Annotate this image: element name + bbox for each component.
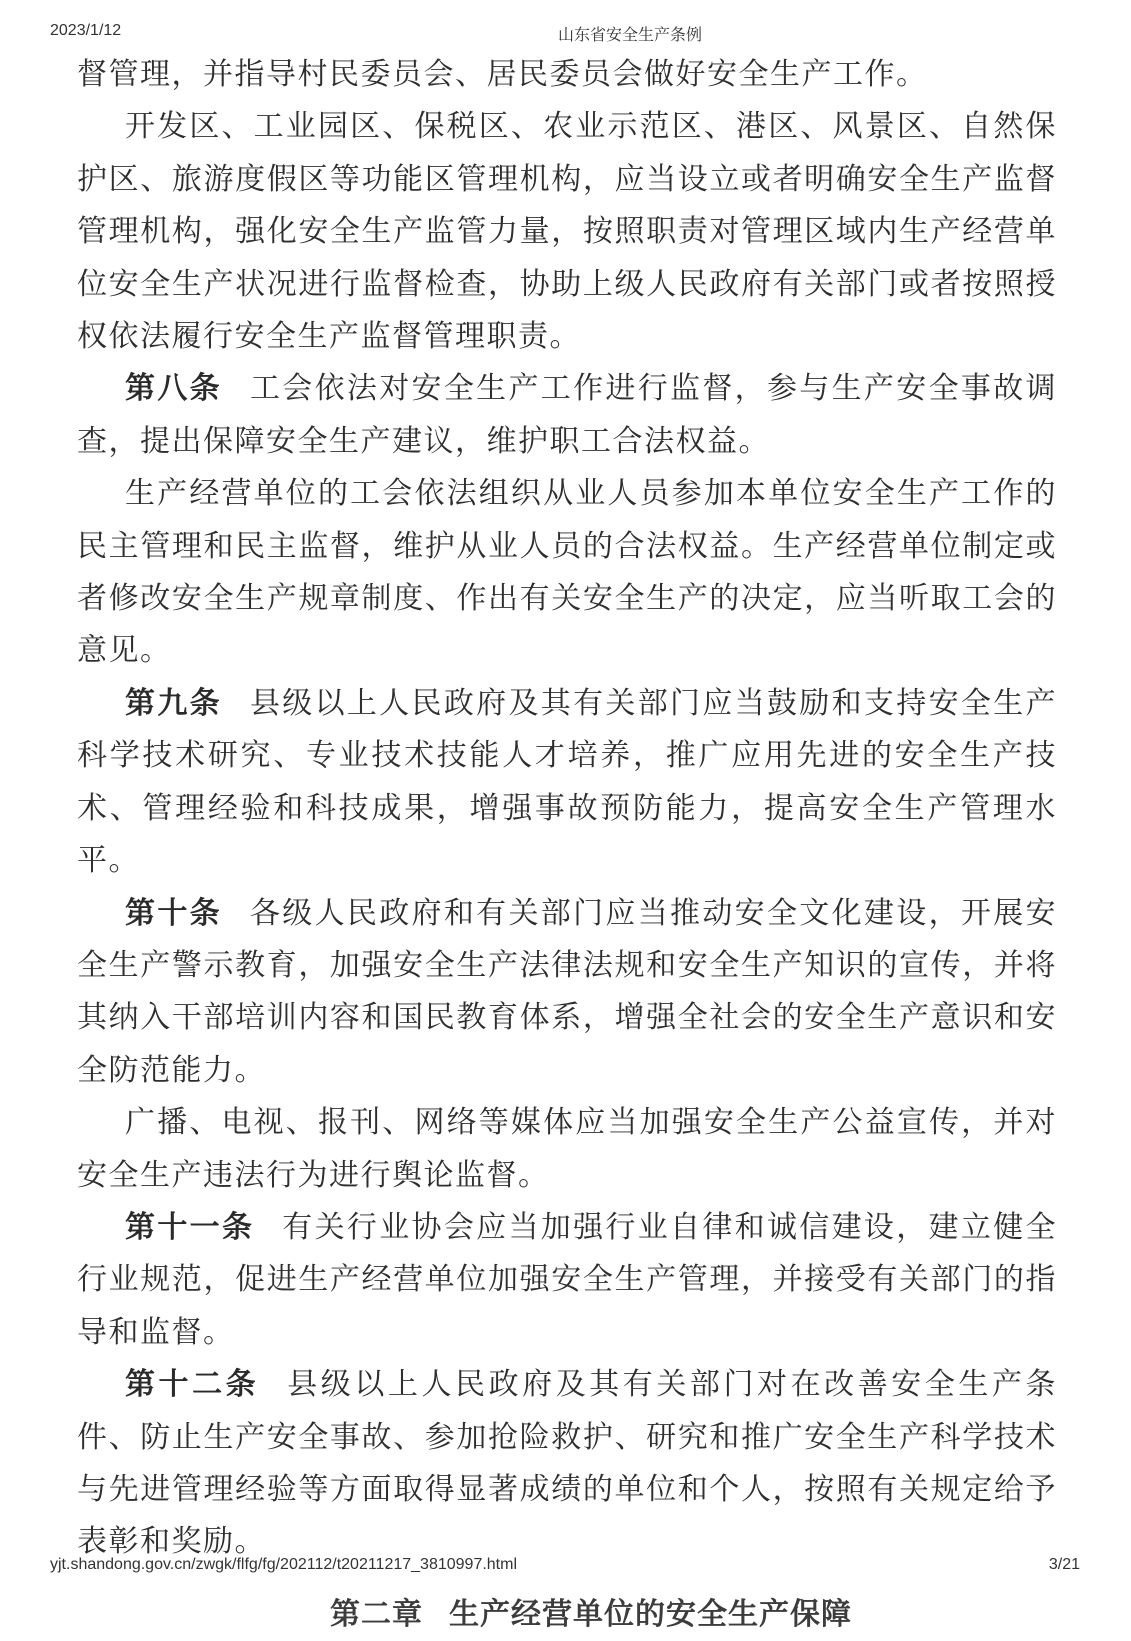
body-paragraph bbox=[77, 363, 1057, 468]
paragraph-text: 督管理，并指导村民委员会、居民委员会做好安全生产工作。 bbox=[77, 58, 928, 91]
body-paragraph bbox=[77, 49, 1057, 101]
header-date: 2023/1/12 bbox=[50, 22, 122, 39]
body-paragraph bbox=[77, 1202, 1057, 1359]
footer-page-indicator: 3/21 bbox=[1048, 1556, 1080, 1573]
body-paragraph bbox=[77, 101, 1057, 363]
article-number: 第十一条 bbox=[125, 1210, 255, 1244]
paragraph-text: 广播、电视、报刊、网络等媒体应当加强安全生产公益宣传，并对安全生产违法行为进行舆论监督。 bbox=[77, 1106, 1057, 1192]
print-footer bbox=[50, 1556, 1080, 1574]
article-number: 第九条 bbox=[125, 686, 222, 720]
chapter-number: 第二章 bbox=[330, 1597, 423, 1631]
paragraph-text: 工会依法对安全生产工作进行监督，参与生产安全事故调查，提出保障安全生产建议，维护职工合法权益。 bbox=[77, 372, 1058, 458]
print-header bbox=[50, 22, 1080, 42]
body-paragraph bbox=[77, 1097, 1057, 1202]
header-document-title: 山东省安全生产条例 bbox=[558, 27, 703, 44]
footer-url: yjt.shandong.gov.cn/zwgk/flfg/fg/202112/t20211217_3810997.html bbox=[50, 1556, 518, 1573]
paragraph-text: 县级以上人民政府及其有关部门应当鼓励和支持安全生产科学技术研究、专业技术技能人才培养，推广应用先进的安全生产技术、管理经验和科技成果，增强事故预防能力，提高安全生产管理水平。 bbox=[77, 686, 1058, 878]
body-paragraph bbox=[77, 678, 1057, 888]
document-body bbox=[77, 49, 1057, 1641]
paragraph-text: 有关行业协会应当加强行业自律和诚信建设，建立健全行业规范，促进生产经营单位加强安全生产管理，并接受有关部门的指导和监督。 bbox=[77, 1210, 1058, 1349]
paragraph-text: 开发区、工业园区、保税区、农业示范区、港区、风景区、自然保护区、旅游度假区等功能区管理机构，应当设立或者明确安全生产监督管理机构，强化安全生产监管力量，按照职责对管理区域内生产经营单位安全生产状况进行监督检查，协助上级人民政府有关部门或者按照授权依法履行安全生产监督管理职责。 bbox=[77, 110, 1057, 354]
body-paragraph bbox=[77, 888, 1057, 1098]
article-number: 第八条 bbox=[125, 372, 222, 406]
chapter-heading bbox=[77, 1589, 1057, 1641]
paragraph-text: 县级以上人民政府及其有关部门对在改善安全生产条件、防止生产安全事故、参加抢险救护、研究和推广安全生产科学技术与先进管理经验等方面取得显著成绩的单位和个人，按照有关规定给予表彰和奖励。 bbox=[77, 1368, 1058, 1559]
paragraph-text: 各级人民政府和有关部门应当推动安全文化建设，开展安全生产警示教育，加强安全生产法律法规和安全生产知识的宣传，并将其纳入干部培训内容和国民教育体系，增强全社会的安全生产意识和安全防范能力。 bbox=[77, 896, 1058, 1087]
body-paragraph bbox=[77, 468, 1057, 678]
paragraph-text: 生产经营单位的工会依法组织从业人员参加本单位安全生产工作的民主管理和民主监督，维护从业人员的合法权益。生产经营单位制定或者修改安全生产规章制度、作出有关安全生产的决定，应当听取工会的意见。 bbox=[77, 477, 1057, 668]
article-number: 第十条 bbox=[125, 896, 222, 930]
chapter-title: 生产经营单位的安全生产保障 bbox=[449, 1597, 852, 1631]
article-number: 第十二条 bbox=[125, 1368, 260, 1402]
body-paragraph bbox=[77, 1359, 1057, 1569]
